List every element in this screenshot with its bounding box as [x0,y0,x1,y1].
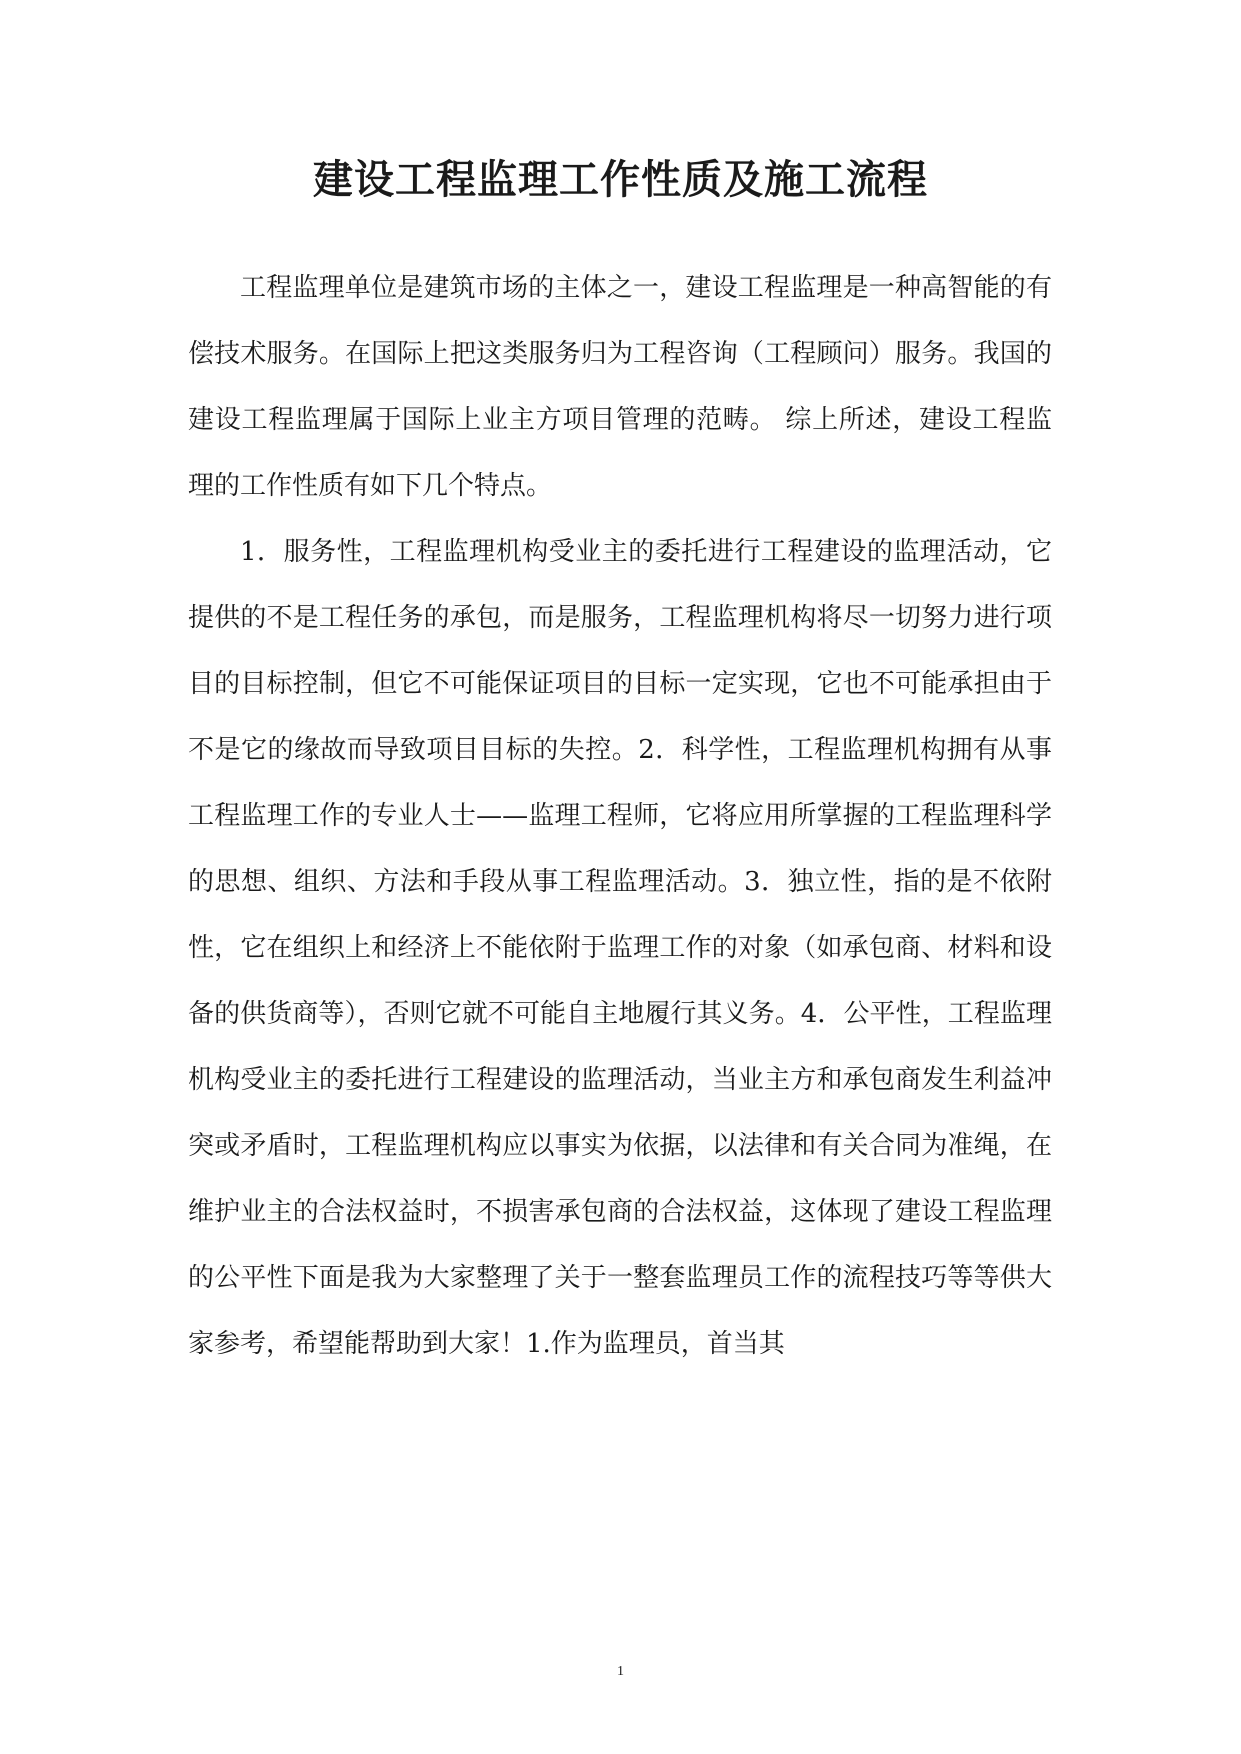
intro-paragraph: 工程监理单位是建筑市场的主体之一，建设工程监理是一种高智能的有偿技术服务。在国际上把这类服务归为工程咨询（工程顾问）服务。我国的建设工程监理属于国际上业主方项目管理的范畴。 综上所述，建设工程监理的工作性质有如下几个特点。 [188,273,1052,501]
characteristics-paragraph: 1．服务性，工程监理机构受业主的委托进行工程建设的监理活动，它提供的不是工程任务的承包，而是服务，工程监理机构将尽一切努力进行项目的目标控制，但它不可能保证项目的目标一定实现，它也不可能承担由于不是它的缘故而导致项目目标的失控。2．科学性，工程监理机构拥有从事工程监理工作的专业人士——监理工程师，它将应用所掌握的工程监理科学的思想、组织、方法和手段从事工程监理活动。3．独立性，指的是不依附性，它在组织上和经济上不能依附于监理工作的对象（如承包商、材料和设备的供货商等），否则它就不可能自主地履行其义务。4．公平性，工程监理机构受业主的委托进行工程建设的监理活动，当业主方和承包商发生利益冲突或矛盾时，工程监理机构应以事实为依据，以法律和有关合同为准绳，在维护业主的合法权益时，不损害承包商的合法权益，这体现了建设工程监理的公平性下面是我为大家整理了关于一整套监理员工作的流程技巧等等供大家参考，希望能帮助到大家！1.作为监理员，首当其 [188,537,1052,1359]
page-number: 1 [617,1664,624,1679]
document-title: 建设工程监理工作性质及施工流程 [313,156,928,203]
document-body [188,255,1052,1377]
